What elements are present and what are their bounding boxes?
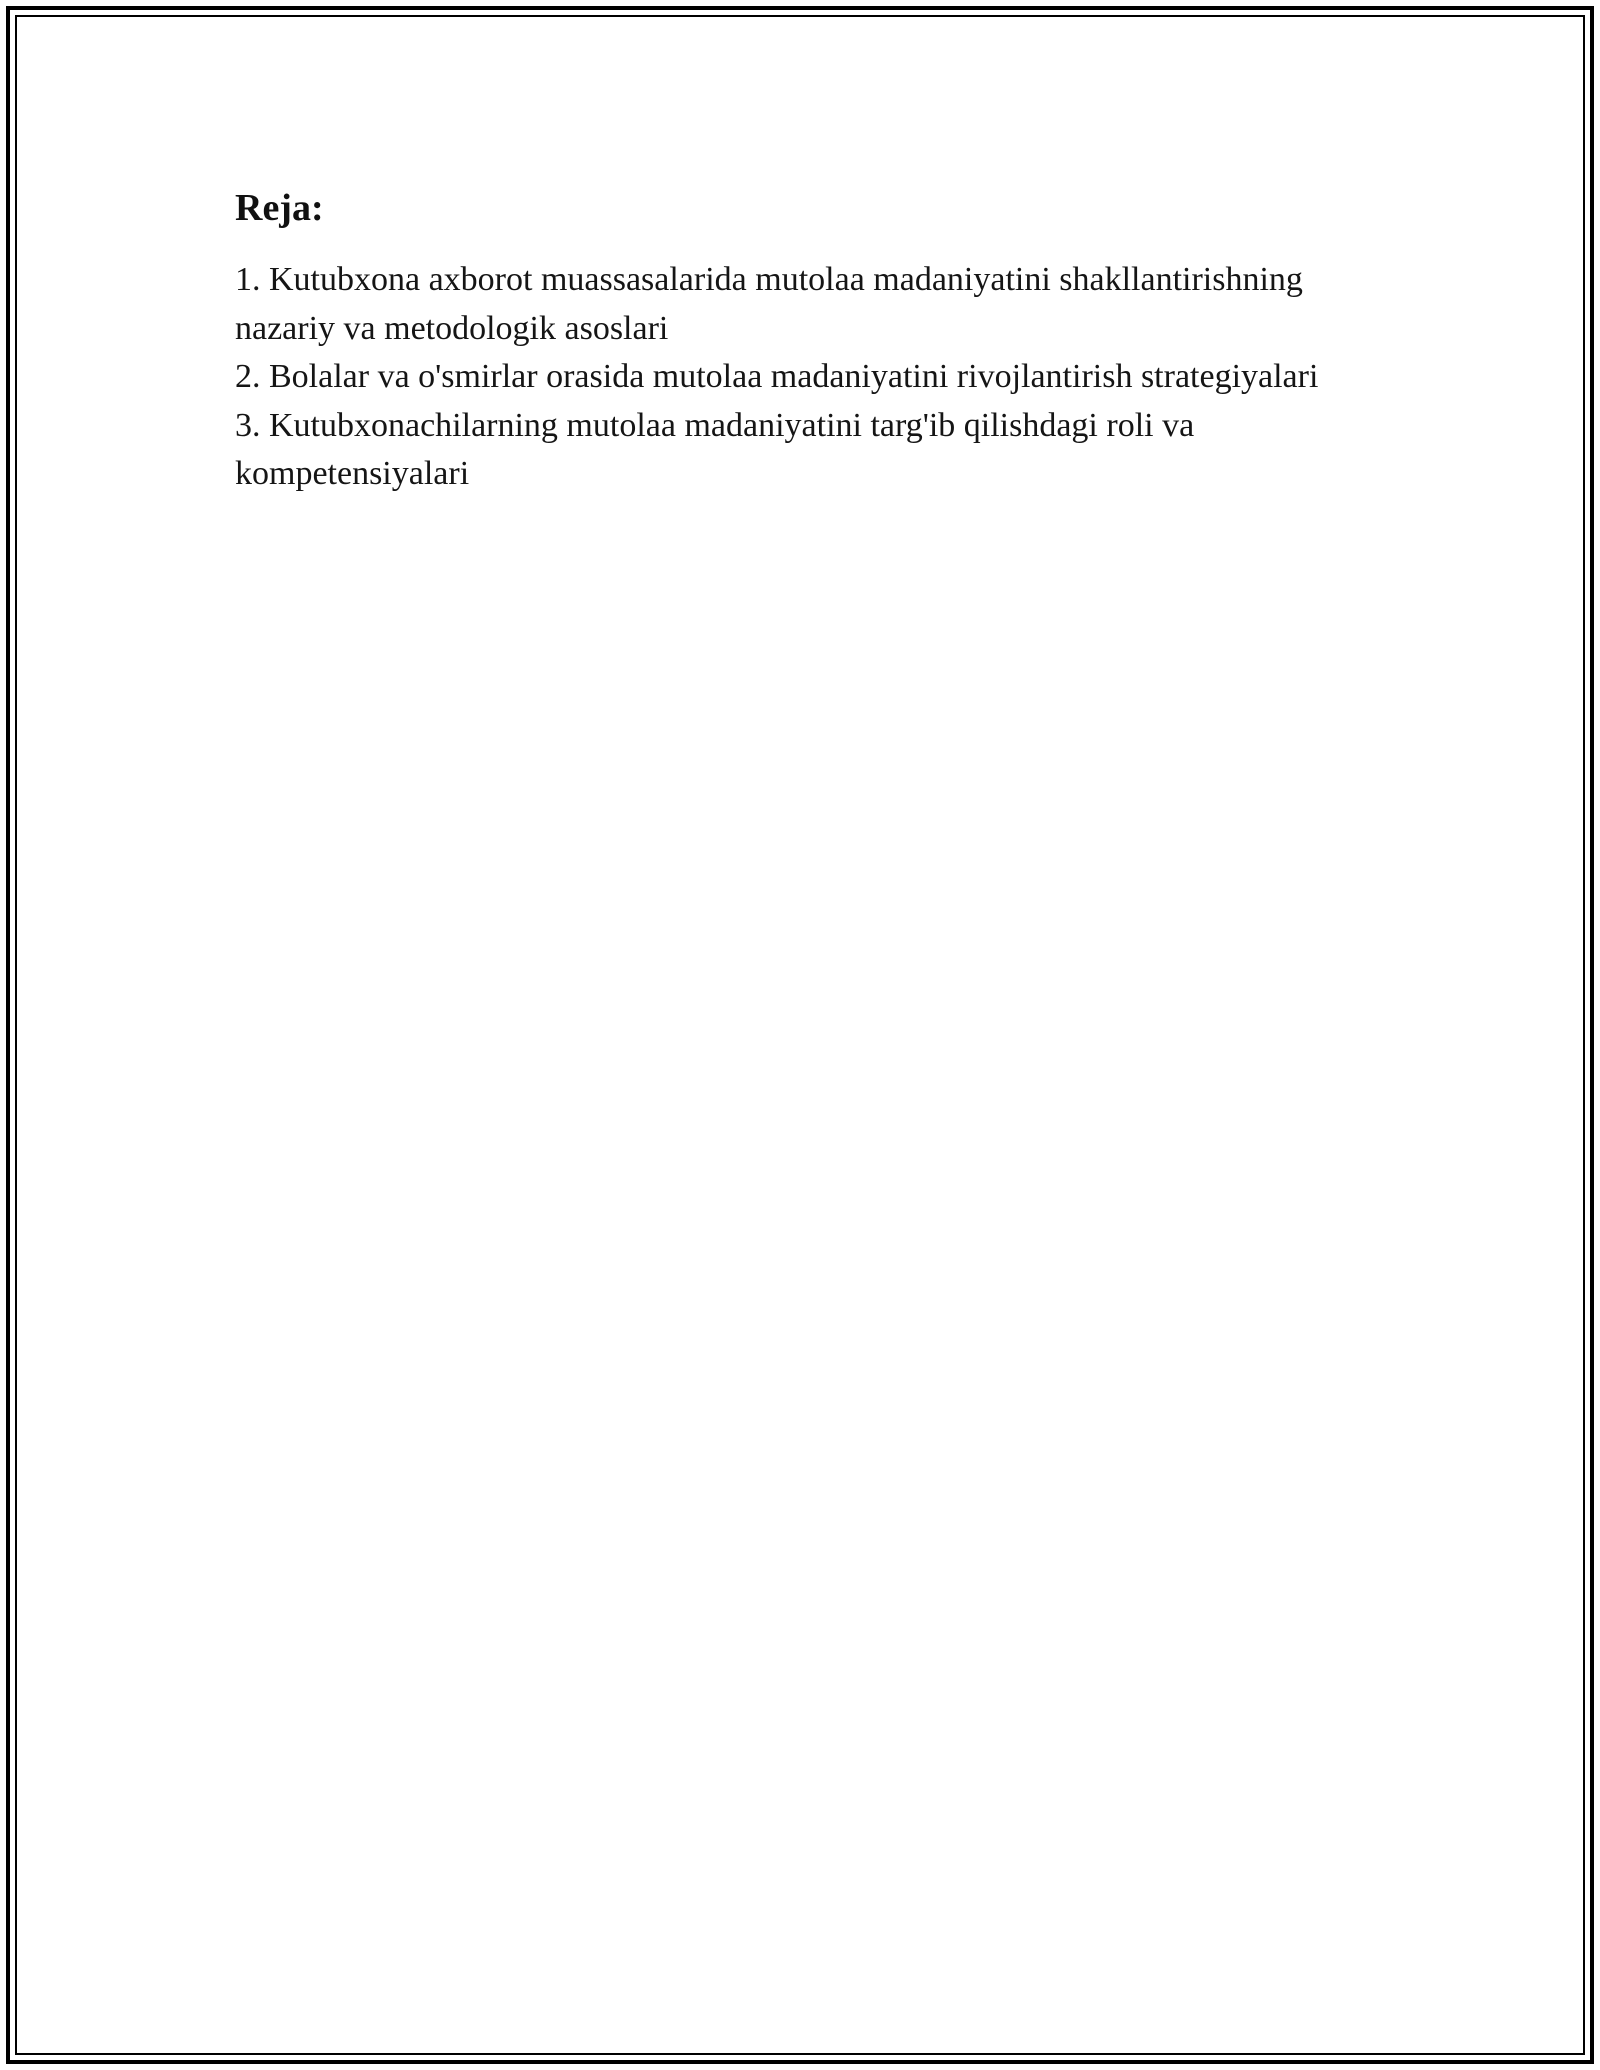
plan-item-3: 3. Kutubxonachilarning mutolaa madaniyatini targ'ib qilishdagi roli va kompetensiyalari [235,406,1195,492]
plan-heading: Reja: [235,187,324,229]
plan-list [235,256,1365,499]
plan-item-1: 1. Kutubxona axborot muassasalarida mutolaa madaniyatini shakllantirishning nazariy va metodologik asoslari [235,261,1303,347]
plan-item-2: 2. Bolalar va o'smirlar orasida mutolaa madaniyatini rivojlantirish strategiyalari [235,358,1319,395]
document-content [235,186,1365,499]
